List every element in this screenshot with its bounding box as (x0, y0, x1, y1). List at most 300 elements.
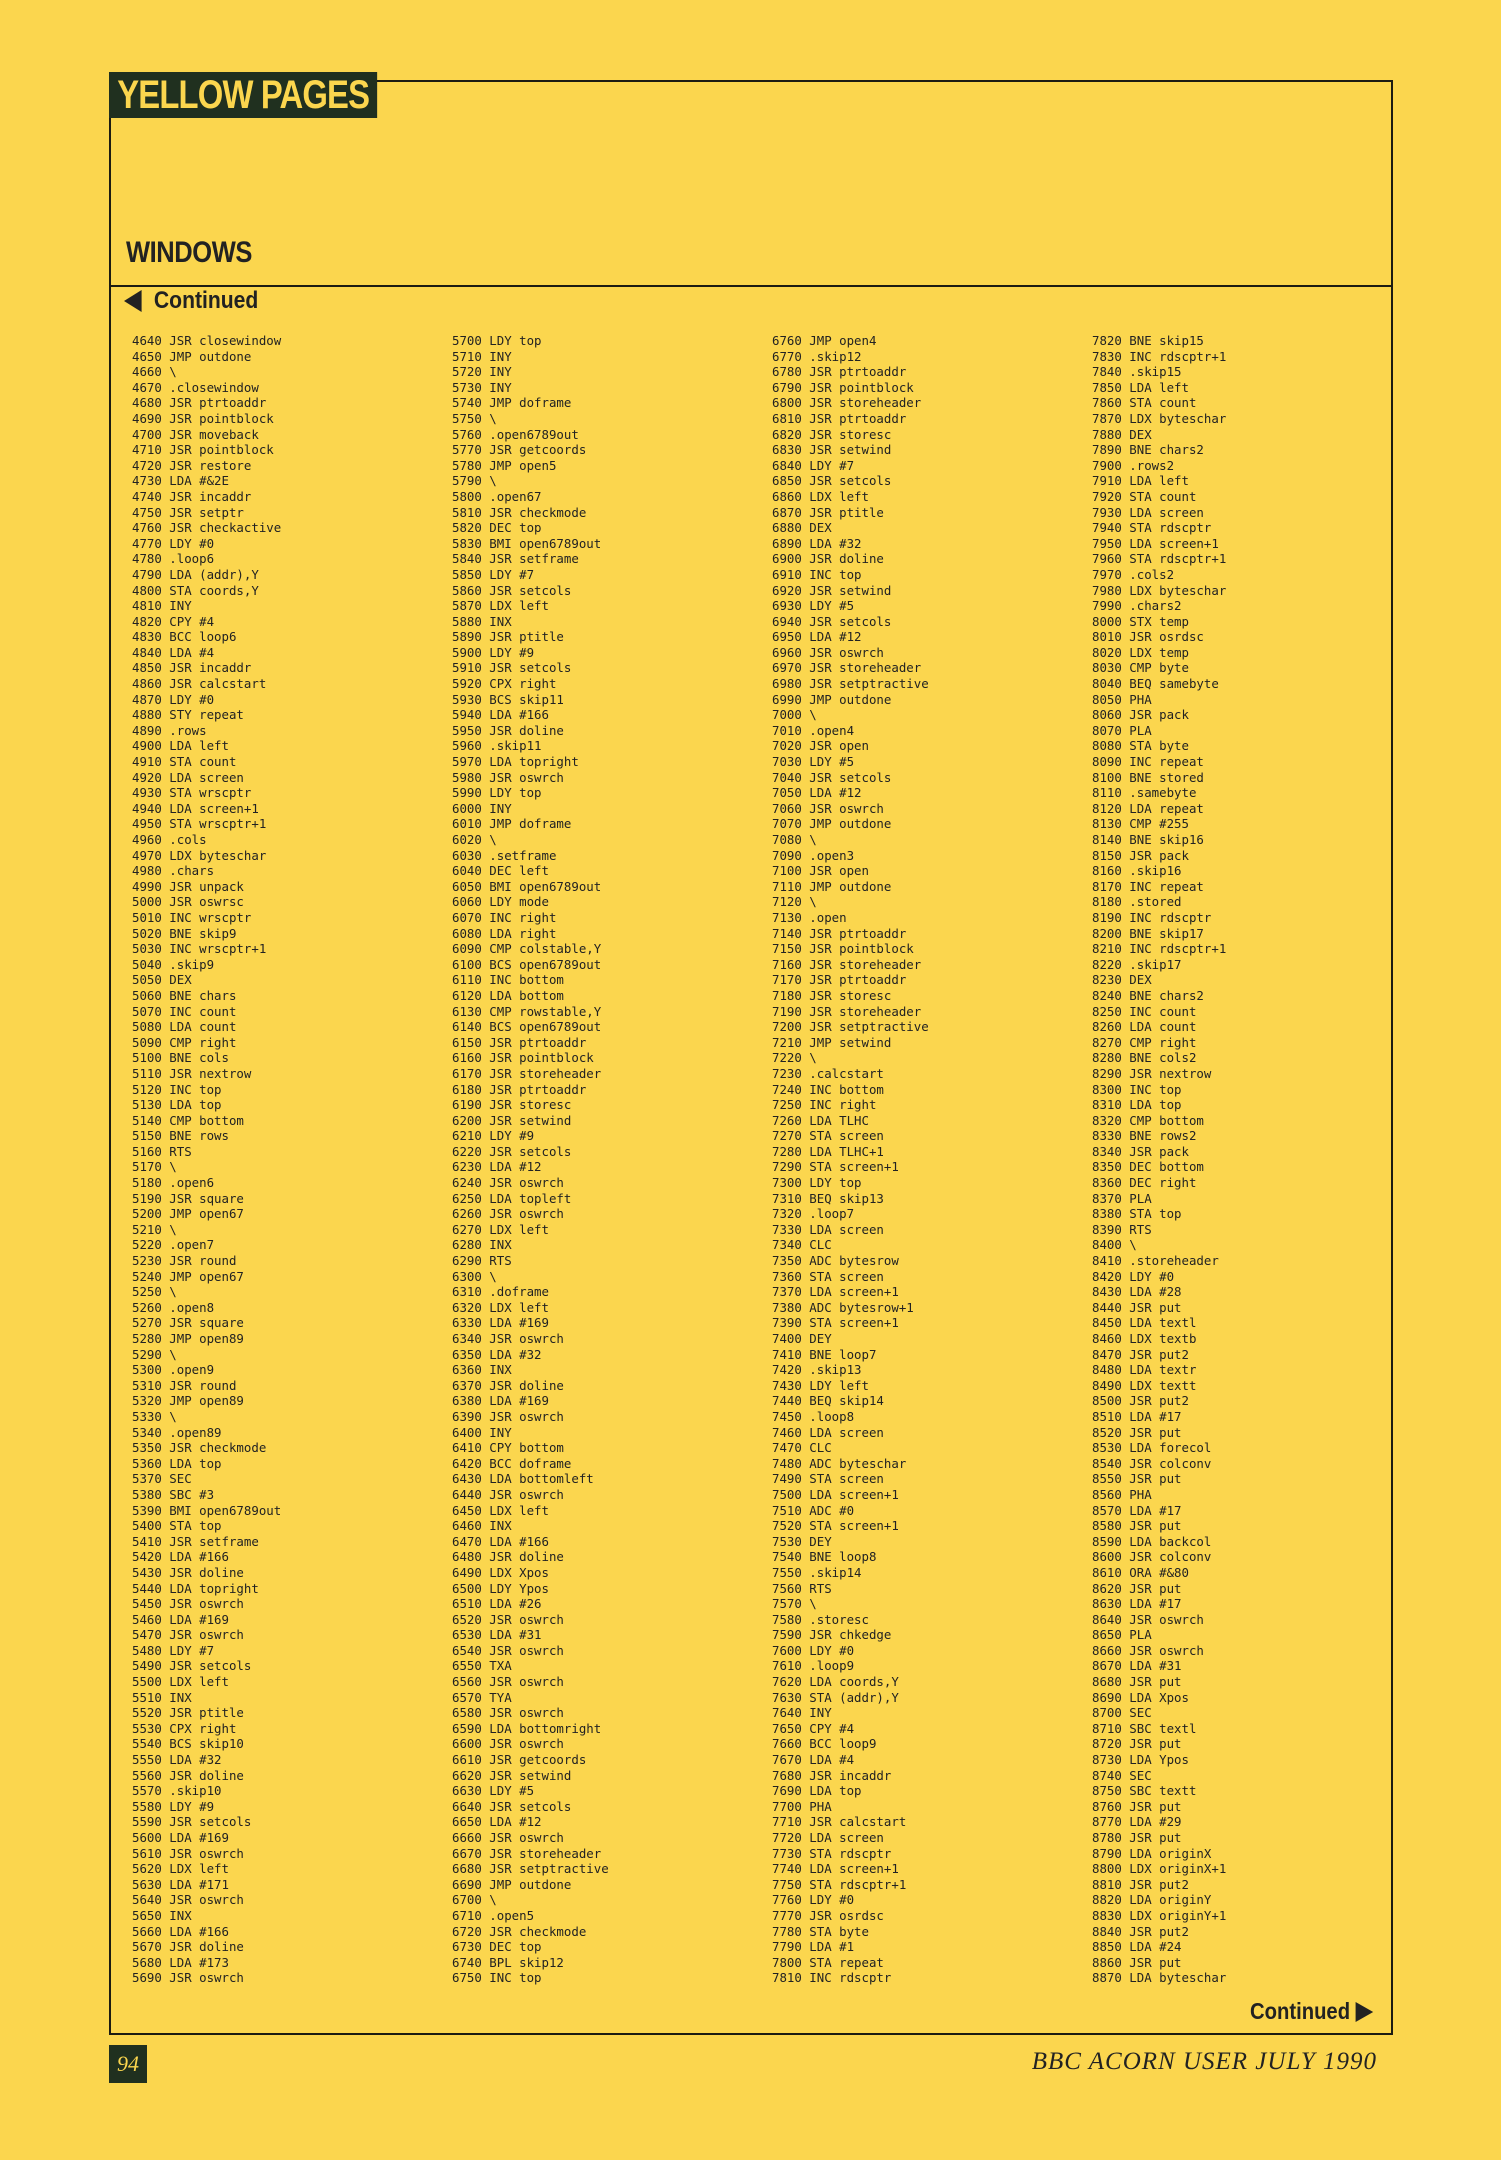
code-line: 6400 INY (452, 1424, 512, 1440)
code-line: 5730 INY (452, 379, 512, 395)
code-line: 7070 JMP outdone (772, 816, 892, 832)
code-line: 4950 STA wrscptr+1 (132, 816, 267, 832)
code-line: 7580 .storesc (772, 1611, 869, 1627)
code-line: 7030 LDY #5 (772, 754, 855, 770)
code-line: 6270 LDX left (452, 1221, 549, 1237)
code-line: 4660 \ (132, 364, 177, 380)
code-line: 6940 JSR setcols (772, 613, 892, 629)
code-line: 6010 JMP doframe (452, 816, 572, 832)
code-line: 6220 JSR setcols (452, 1143, 572, 1159)
code-line: 7520 STA screen+1 (772, 1518, 899, 1534)
code-line: 6390 JSR oswrch (452, 1408, 564, 1424)
code-line: 8330 BNE rows2 (1092, 1128, 1197, 1144)
code-line: 8370 PLA (1092, 1190, 1152, 1206)
code-line: 5850 LDY #7 (452, 566, 535, 582)
code-line: 6190 JSR storesc (452, 1097, 572, 1113)
code-line: 8600 JSR colconv (1092, 1549, 1212, 1565)
code-line: 7700 PHA (772, 1798, 832, 1814)
code-line: 7740 LDA screen+1 (772, 1861, 899, 1877)
code-line: 6420 BCC doframe (452, 1455, 572, 1471)
code-line: 5860 JSR setcols (452, 582, 572, 598)
code-line: 6100 BCS open6789out (452, 956, 602, 972)
code-line: 6740 BPL skip12 (452, 1954, 564, 1970)
code-line: 5750 \ (452, 410, 497, 426)
code-line: 5190 JSR square (132, 1190, 244, 1206)
code-line: 7690 LDA top (772, 1783, 862, 1799)
code-line: 6920 JSR setwind (772, 582, 892, 598)
code-line: 4960 .cols (132, 832, 207, 847)
code-line: 6430 LDA bottomleft (452, 1471, 594, 1487)
code-line: 5880 INX (452, 613, 512, 629)
code-line: 8560 PHA (1092, 1486, 1152, 1502)
code-line: 8070 PLA (1092, 722, 1152, 738)
code-line: 6550 TXA (452, 1658, 512, 1674)
code-line: 5560 JSR doline (132, 1767, 244, 1783)
code-line: 8260 LDA count (1092, 1019, 1197, 1035)
code-line: 8120 LDA repeat (1092, 800, 1204, 816)
code-line: 7180 JSR storesc (772, 987, 892, 1003)
code-line: 5000 JSR oswrsc (132, 894, 244, 910)
code-line: 5500 LDX left (132, 1674, 229, 1690)
code-line: 8030 CMP byte (1092, 660, 1189, 676)
code-line: 7890 BNE chars2 (1092, 442, 1204, 458)
code-line: 7310 BEQ skip13 (772, 1190, 884, 1206)
code-line: 6510 LDA #26 (452, 1596, 542, 1612)
code-line: 5140 CMP bottom (132, 1112, 244, 1128)
code-line: 6630 LDY #5 (452, 1783, 535, 1799)
code-line: 7080 \ (772, 832, 817, 847)
code-line: 5410 JSR setframe (132, 1533, 259, 1549)
code-line: 6730 DEC top (452, 1939, 542, 1955)
code-line: 8300 INC top (1092, 1081, 1182, 1097)
code-line: 8540 JSR colconv (1092, 1455, 1212, 1471)
code-line: 7380 ADC bytesrow+1 (772, 1299, 914, 1315)
code-line: 5540 BCS skip10 (132, 1736, 244, 1752)
code-line: 5960 .skip11 (452, 738, 542, 754)
code-line: 8250 INC count (1092, 1003, 1197, 1019)
code-line: 6600 JSR oswrch (452, 1736, 564, 1752)
code-line: 8750 SBC textt (1092, 1783, 1197, 1799)
code-line: 7560 RTS (772, 1580, 832, 1596)
code-line: 4860 JSR calcstart (132, 676, 267, 692)
code-line: 7430 LDY left (772, 1377, 869, 1393)
code-line: 4670 .closewindow (132, 379, 259, 395)
code-line: 8510 LDA #17 (1092, 1408, 1182, 1424)
code-line: 5910 JSR setcols (452, 660, 572, 676)
code-line: 6080 LDA right (452, 925, 557, 941)
code-line: 6850 JSR setcols (772, 473, 892, 489)
code-line: 6360 INX (452, 1362, 512, 1378)
code-line: 5450 JSR oswrch (132, 1596, 244, 1612)
arrow-left-icon (124, 290, 142, 312)
code-line: 5060 BNE chars (132, 987, 237, 1003)
code-line: 6110 INC bottom (452, 972, 564, 988)
code-line: 7750 STA rdscptr+1 (772, 1876, 907, 1892)
page-number: 94 (109, 2045, 147, 2083)
code-line: 6930 LDY #5 (772, 598, 855, 614)
code-line: 5810 JSR checkmode (452, 504, 587, 520)
code-line: 5350 JSR checkmode (132, 1440, 267, 1456)
code-line: 7370 LDA screen+1 (772, 1284, 899, 1300)
code-line: 7220 \ (772, 1050, 817, 1066)
code-line: 5630 LDA #171 (132, 1876, 229, 1892)
code-line: 5870 LDX left (452, 598, 549, 614)
code-line: 6570 TYA (452, 1689, 512, 1705)
code-line: 5720 INY (452, 364, 512, 380)
code-line: 5180 .open6 (132, 1175, 215, 1191)
code-line: 7480 ADC byteschar (772, 1455, 907, 1471)
code-line: 6820 JSR storesc (772, 426, 892, 442)
code-line: 6860 LDX left (772, 488, 869, 504)
code-line: 5900 LDY #9 (452, 644, 535, 660)
code-line: 7550 .skip14 (772, 1564, 862, 1580)
code-line: 8610 ORA #&80 (1092, 1564, 1189, 1580)
code-line: 6830 JSR setwind (772, 442, 892, 458)
code-line: 4800 STA coords,Y (132, 582, 259, 598)
code-line: 7980 LDX byteschar (1092, 582, 1227, 598)
code-line: 5600 LDA #169 (132, 1830, 229, 1845)
code-line: 7090 .open3 (772, 847, 855, 863)
code-line: 7710 JSR calcstart (772, 1814, 907, 1830)
code-line: 4740 JSR incaddr (132, 488, 252, 504)
continued-from-previous (124, 287, 258, 315)
code-line: 8840 JSR put2 (1092, 1923, 1189, 1939)
code-line: 8010 JSR osrdsc (1092, 629, 1204, 645)
code-line: 5780 JMP open5 (452, 457, 557, 473)
code-line: 7970 .cols2 (1092, 566, 1175, 582)
code-line: 5100 BNE cols (132, 1050, 229, 1066)
code-line: 5570 .skip10 (132, 1783, 222, 1799)
code-line: 6300 \ (452, 1268, 497, 1284)
code-line: 6250 LDA topleft (452, 1190, 572, 1206)
code-line: 4810 INY (132, 598, 192, 614)
code-line: 5440 LDA topright (132, 1580, 259, 1596)
code-line: 8730 LDA Ypos (1092, 1752, 1189, 1768)
code-line: 6370 JSR doline (452, 1377, 564, 1393)
code-line: 8340 JSR pack (1092, 1143, 1189, 1159)
code-line: 6910 INC top (772, 566, 862, 582)
code-line: 7410 BNE loop7 (772, 1346, 877, 1362)
code-line: 6000 INY (452, 800, 512, 816)
code-line: 7330 LDA screen (772, 1221, 884, 1237)
code-line: 6890 LDA #32 (772, 535, 862, 551)
code-line: 5080 LDA count (132, 1019, 237, 1035)
code-line: 8860 JSR put (1092, 1954, 1182, 1970)
code-line: 5320 JMP open89 (132, 1393, 244, 1409)
code-line: 6990 JMP outdone (772, 691, 892, 707)
code-line: 5420 LDA #166 (132, 1549, 229, 1565)
code-line: 4730 LDA #&2E (132, 473, 229, 489)
code-line: 6980 JSR setptractive (772, 676, 929, 692)
code-line: 7060 JSR oswrch (772, 800, 884, 816)
code-line: 7450 .loop8 (772, 1408, 855, 1424)
code-line: 6800 JSR storeheader (772, 395, 922, 411)
code-line: 8310 LDA top (1092, 1097, 1182, 1113)
code-line: 8220 .skip17 (1092, 956, 1182, 972)
code-line: 4850 JSR incaddr (132, 660, 252, 676)
code-line: 8830 LDX originY+1 (1092, 1907, 1227, 1923)
code-line: 7780 STA byte (772, 1923, 869, 1939)
code-line: 7260 LDA TLHC (772, 1112, 869, 1128)
code-line: 8480 LDA textr (1092, 1362, 1197, 1378)
code-line: 6440 JSR oswrch (452, 1486, 564, 1502)
code-line: 5610 JSR oswrch (132, 1845, 244, 1861)
code-line: 7830 INC rdscptr+1 (1092, 348, 1227, 364)
code-line: 4830 BCC loop6 (132, 629, 237, 645)
code-line: 8040 BEQ samebyte (1092, 676, 1219, 692)
code-line: 8590 LDA backcol (1092, 1533, 1212, 1549)
code-line: 6670 JSR storeheader (452, 1845, 602, 1861)
code-line: 5680 LDA #173 (132, 1954, 229, 1970)
code-line: 5120 INC top (132, 1081, 222, 1097)
code-line: 8100 BNE stored (1092, 769, 1204, 785)
code-line: 6150 JSR ptrtoaddr (452, 1034, 587, 1050)
code-line: 7680 JSR incaddr (772, 1767, 892, 1783)
arrow-right-icon (1355, 2002, 1373, 2022)
code-line: 5550 LDA #32 (132, 1752, 222, 1768)
code-line: 4760 JSR checkactive (132, 520, 282, 536)
code-line: 8620 JSR put (1092, 1580, 1182, 1596)
code-line: 6350 LDA #32 (452, 1346, 542, 1362)
code-line: 5980 JSR oswrch (452, 769, 564, 785)
code-line: 6140 BCS open6789out (452, 1019, 602, 1035)
code-line: 8050 PHA (1092, 691, 1152, 707)
code-line: 6410 CPY bottom (452, 1440, 564, 1456)
code-line: 7420 .skip13 (772, 1362, 862, 1378)
code-line: 5840 JSR setframe (452, 551, 579, 567)
code-line: 8670 LDA #31 (1092, 1658, 1182, 1674)
code-line: 7540 BNE loop8 (772, 1549, 877, 1565)
code-line: 7270 STA screen (772, 1128, 884, 1144)
code-line: 8140 BNE skip16 (1092, 832, 1204, 847)
code-line: 6810 JSR ptrtoaddr (772, 410, 907, 426)
code-line: 6580 JSR oswrch (452, 1705, 564, 1721)
code-line: 7960 STA rdscptr+1 (1092, 551, 1227, 567)
code-line: 8470 JSR put2 (1092, 1346, 1189, 1362)
code-line: 8810 JSR put2 (1092, 1876, 1189, 1892)
code-line: 8430 LDA #28 (1092, 1284, 1182, 1300)
code-line: 7360 STA screen (772, 1268, 884, 1284)
code-line: 6330 LDA #169 (452, 1315, 549, 1331)
code-line: 8320 CMP bottom (1092, 1112, 1204, 1128)
code-line: 6290 RTS (452, 1253, 512, 1269)
code-line: 6160 JSR pointblock (452, 1050, 594, 1066)
code-line: 5640 JSR oswrch (132, 1892, 244, 1908)
code-line: 8440 JSR put (1092, 1299, 1182, 1315)
code-line: 6660 JSR oswrch (452, 1830, 564, 1845)
code-line: 5650 INX (132, 1907, 192, 1923)
code-line: 8490 LDX textt (1092, 1377, 1197, 1393)
code-line: 4890 .rows (132, 722, 207, 738)
code-line: 5530 CPX right (132, 1720, 237, 1736)
code-line: 5260 .open8 (132, 1299, 215, 1315)
code-line: 8400 \ (1092, 1237, 1137, 1253)
code-line: 8700 SEC (1092, 1705, 1152, 1721)
code-line: 8780 JSR put (1092, 1830, 1182, 1845)
code-line: 8530 LDA forecol (1092, 1440, 1212, 1456)
code-line: 7670 LDA #4 (772, 1752, 855, 1768)
code-line: 8820 LDA originY (1092, 1892, 1212, 1908)
code-line: 6560 JSR oswrch (452, 1674, 564, 1690)
code-line: 4880 STY repeat (132, 707, 244, 723)
code-line: 7820 BNE skip15 (1092, 333, 1204, 348)
code-line: 8290 JSR nextrow (1092, 1065, 1212, 1081)
code-line: 8760 JSR put (1092, 1798, 1182, 1814)
code-line: 8380 STA top (1092, 1206, 1182, 1222)
code-line: 8500 JSR put2 (1092, 1393, 1189, 1409)
code-line: 8660 JSR oswrch (1092, 1642, 1204, 1658)
code-line: 5130 LDA top (132, 1097, 222, 1113)
code-line: 8090 INC repeat (1092, 754, 1204, 770)
code-line: 5280 JMP open89 (132, 1331, 244, 1346)
code-line: 5400 STA top (132, 1518, 222, 1534)
code-line: 6380 LDA #169 (452, 1393, 549, 1409)
code-line: 6870 JSR ptitle (772, 504, 884, 520)
code-line: 8020 LDX temp (1092, 644, 1189, 660)
code-line: 8180 .stored (1092, 894, 1182, 910)
code-column-4 (1092, 333, 1392, 1986)
code-line: 8080 STA byte (1092, 738, 1189, 754)
code-line: 6070 INC right (452, 909, 557, 925)
code-line: 6720 JSR checkmode (452, 1923, 587, 1939)
code-line: 4970 LDX byteschar (132, 847, 267, 863)
code-line: 7100 JSR open (772, 863, 869, 879)
code-line: 5470 JSR oswrch (132, 1627, 244, 1643)
code-line: 6590 LDA bottomright (452, 1720, 602, 1736)
code-line: 7760 LDY #0 (772, 1892, 855, 1908)
code-line: 6640 JSR setcols (452, 1798, 572, 1814)
code-line: 8870 LDA byteschar (1092, 1970, 1227, 1986)
code-line: 5330 \ (132, 1408, 177, 1424)
code-line: 6490 LDX Xpos (452, 1564, 549, 1580)
code-line: 7650 CPY #4 (772, 1720, 855, 1736)
code-line: 5200 JMP open67 (132, 1206, 244, 1222)
code-line: 5090 CMP right (132, 1034, 237, 1050)
code-line: 6480 JSR doline (452, 1549, 564, 1565)
code-line: 6840 LDY #7 (772, 457, 855, 473)
code-line: 6040 DEC left (452, 863, 549, 879)
code-line: 7190 JSR storeheader (772, 1003, 922, 1019)
code-line: 5160 RTS (132, 1143, 192, 1159)
section-title: WINDOWS (126, 236, 252, 269)
code-line: 5760 .open6789out (452, 426, 579, 442)
code-line: 7510 ADC #0 (772, 1502, 855, 1518)
code-line: 8770 LDA #29 (1092, 1814, 1182, 1830)
code-line: 5490 JSR setcols (132, 1658, 252, 1674)
code-line: 8160 .skip16 (1092, 863, 1182, 879)
code-line: 7730 STA rdscptr (772, 1845, 892, 1861)
code-line: 4940 LDA screen+1 (132, 800, 259, 816)
code-line: 7000 \ (772, 707, 817, 723)
code-line: 8270 CMP right (1092, 1034, 1197, 1050)
code-line: 6130 CMP rowstable,Y (452, 1003, 602, 1019)
code-line: 5040 .skip9 (132, 956, 215, 972)
code-line: 7390 STA screen+1 (772, 1315, 899, 1331)
code-line: 8650 PLA (1092, 1627, 1152, 1643)
code-line: 5930 BCS skip11 (452, 691, 564, 707)
code-line: 7320 .loop7 (772, 1206, 855, 1222)
code-line: 5480 LDY #7 (132, 1642, 215, 1658)
code-line: 5740 JMP doframe (452, 395, 572, 411)
code-line: 8280 BNE cols2 (1092, 1050, 1197, 1066)
code-line: 7870 LDX byteschar (1092, 410, 1227, 426)
code-line: 7530 DEY (772, 1533, 832, 1549)
code-line: 8350 DEC bottom (1092, 1159, 1204, 1175)
code-line: 5170 \ (132, 1159, 177, 1175)
code-line: 7350 ADC bytesrow (772, 1253, 899, 1269)
code-line: 8710 SBC textl (1092, 1720, 1197, 1736)
code-line: 5220 .open7 (132, 1237, 215, 1253)
code-line: 8150 JSR pack (1092, 847, 1189, 863)
code-line: 6520 JSR oswrch (452, 1611, 564, 1627)
code-line: 7920 STA count (1092, 488, 1197, 504)
code-line: 6500 LDY Ypos (452, 1580, 549, 1596)
code-line: 5240 JMP open67 (132, 1268, 244, 1284)
code-line: 8060 JSR pack (1092, 707, 1189, 723)
code-line: 6610 JSR getcoords (452, 1752, 587, 1768)
code-line: 5820 DEC top (452, 520, 542, 536)
code-line: 7850 LDA left (1092, 379, 1189, 395)
code-line: 6120 LDA bottom (452, 987, 564, 1003)
code-line: 6690 JMP outdone (452, 1876, 572, 1892)
code-line: 4910 STA count (132, 754, 237, 770)
continued-on-next (1250, 1998, 1373, 2025)
code-line: 5360 LDA top (132, 1455, 222, 1471)
code-line: 5950 JSR doline (452, 722, 564, 738)
code-line: 6240 JSR oswrch (452, 1175, 564, 1191)
code-line: 7040 JSR setcols (772, 769, 892, 785)
code-line: 4640 JSR closewindow (132, 333, 282, 348)
code-line: 6760 JMP open4 (772, 333, 877, 348)
code-line: 8460 LDX textb (1092, 1331, 1197, 1346)
code-column-2 (452, 333, 752, 1986)
code-line: 8190 INC rdscptr (1092, 909, 1212, 925)
code-line: 5670 JSR doline (132, 1939, 244, 1955)
code-line: 8000 STX temp (1092, 613, 1189, 629)
code-line: 5210 \ (132, 1221, 177, 1237)
code-line: 6650 LDA #12 (452, 1814, 542, 1830)
code-line: 7900 .rows2 (1092, 457, 1175, 473)
code-line: 7440 BEQ skip14 (772, 1393, 884, 1409)
code-line: 6470 LDA #166 (452, 1533, 549, 1549)
code-line: 5290 \ (132, 1346, 177, 1362)
code-line: 7720 LDA screen (772, 1830, 884, 1845)
code-line: 7500 LDA screen+1 (772, 1486, 899, 1502)
code-line: 6230 LDA #12 (452, 1159, 542, 1175)
code-line: 8550 JSR put (1092, 1471, 1182, 1487)
code-line: 5660 LDA #166 (132, 1923, 229, 1939)
code-line: 6960 JSR oswrch (772, 644, 884, 660)
code-line: 5510 INX (132, 1689, 192, 1705)
code-line: 8210 INC rdscptr+1 (1092, 941, 1227, 957)
code-line: 8420 LDY #0 (1092, 1268, 1175, 1284)
code-line: 7490 STA screen (772, 1471, 884, 1487)
code-line: 7400 DEY (772, 1331, 832, 1346)
code-line: 7570 \ (772, 1596, 817, 1612)
code-line: 7240 INC bottom (772, 1081, 884, 1097)
code-line: 6180 JSR ptrtoaddr (452, 1081, 587, 1097)
code-line: 8570 LDA #17 (1092, 1502, 1182, 1518)
code-line: 8410 .storeheader (1092, 1253, 1219, 1269)
code-line: 5390 BMI open6789out (132, 1502, 282, 1518)
code-line: 6050 BMI open6789out (452, 878, 602, 894)
code-line: 7110 JMP outdone (772, 878, 892, 894)
code-line: 7050 LDA #12 (772, 785, 862, 801)
code-line: 4840 LDA #4 (132, 644, 215, 660)
code-line: 6790 JSR pointblock (772, 379, 914, 395)
code-line: 8850 LDA #24 (1092, 1939, 1182, 1955)
code-line: 6530 LDA #31 (452, 1627, 542, 1643)
